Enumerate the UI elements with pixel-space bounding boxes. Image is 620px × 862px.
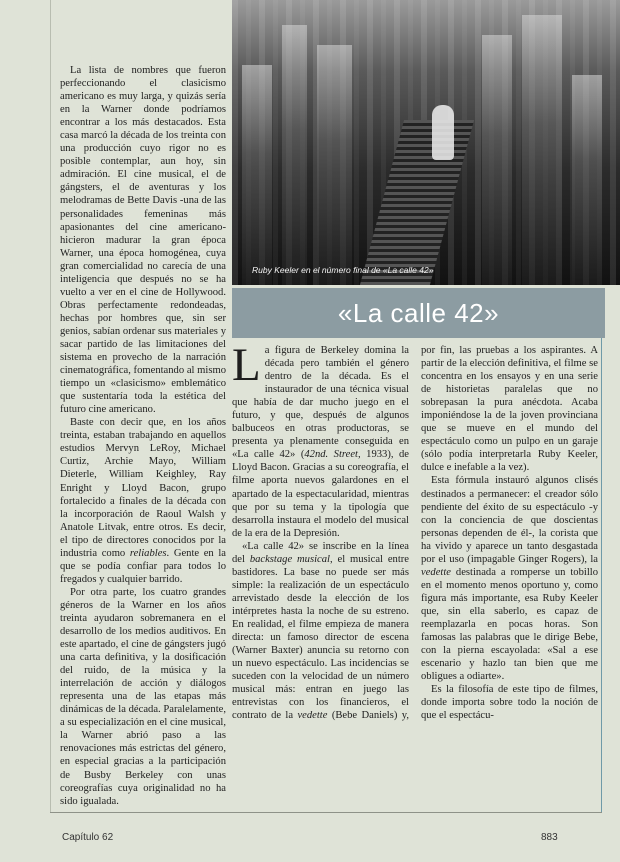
text-run: Baste con decir que, en los años treinta, estaban trabajando en aquellos estudios Mervyn LeRoy, Michael Curtiz, Archie Mayo, William Dieterle, William Keighley, Ray Enright y Lloyd Bacon, grupo fortalecido a finales de la década con la incorporación de Raoul Walsh y Anatole Litvak, entre otros. Es decir, el tipo de directores conocidos por la industria como: [60, 417, 226, 559]
italic-term: reliables: [129, 547, 167, 559]
page-number: 883: [541, 832, 558, 843]
italic-term: vedette: [421, 566, 451, 578]
paragraph: [60, 416, 226, 586]
article-body: [232, 339, 598, 722]
film-still-photo: [232, 0, 620, 285]
bottom-rule: [50, 812, 602, 813]
text-run: «La calle 42» se inscribe en la línea del: [232, 540, 409, 565]
text-run: , el musical entre bastidores. La base no puede ser más simple: la realización de un espectáculo arrevistado desde la elección de los intérpretes hasta la noche de su estreno. En realidad, el filme empieza de manera directa: un famoso director de escena (Warner Baxter) anuncia su retorno con un nuevo espectáculo. Las incidencias se suceden con la velocidad de un número musical más: entran en juego las entrevistas con los financieros, el contrato de la: [232, 553, 409, 722]
section-title-bar: [232, 288, 605, 338]
italic-term: backstage musical: [249, 553, 330, 565]
box-frame-line: [601, 288, 602, 812]
skyscraper-shape: [482, 35, 512, 285]
skyscraper-shape: [572, 75, 602, 285]
paragraph: Es la filosofía de este tipo de filmes, donde importa sobre todo la noción de que el espectácu-: [421, 684, 598, 722]
left-column-text: [60, 64, 226, 808]
drop-cap: L: [232, 339, 261, 391]
column-frame-line: [50, 0, 51, 812]
italic-term: vedette: [297, 710, 328, 722]
paragraph: [232, 339, 409, 540]
paragraph: [421, 474, 598, 683]
text-run: . Gente en la que se podía confiar para todos lo fregados y cualquier barrido.: [60, 547, 226, 585]
chapter-label: Capítulo 62: [62, 832, 114, 843]
skyscraper-shape: [242, 65, 272, 285]
skyscraper-shape: [317, 45, 352, 285]
skyscraper-shape: [522, 15, 562, 285]
staircase-shape: [360, 120, 474, 285]
photo-caption: Ruby Keeler en el número final de «La calle 42»: [252, 265, 434, 275]
text-run: Esta fórmula instauró algunos clisés destinados a permanecer: el creador sólo pendiente del éxito de su espectáculo -y con la conciencia de que doscientas personas dependen de él-, la corista que ha vivido y aparece un tanto desgastada por el uso (impagable Ginger Rogers), la: [421, 475, 598, 565]
text-run: (Bebe Daniels) y, por fin, las pruebas a los aspirantes. A partir de la elección definitiva, el filme se concentra en los ensayos y en una serie de historietas paralelas que no sobrepasan la pura anécdota. Acaba imponiéndose la de la joven provinciana que se mueve en el mundo del espectáculo como un pulpo en un garaje (sólo podía interpretarla Ruby Keeler, dulce e inefable a la vez).: [327, 345, 598, 722]
text-run: a figura de Berkeley domina la década pero también el género dentro de la década. Es el instaurador de una técnica visual que había de dar mucho juego en el futuro, y que, después de algunos balbuceos en otras productoras, se presenta ya plenamente conseguida en «La calle 42» (: [232, 345, 409, 461]
dancer-figure: [432, 105, 454, 160]
section-title: «La calle 42»: [337, 297, 500, 328]
text-run: destinada a romperse un tobillo en el momento menos oportuno y, como figura más importante, esa Ruby Keeler que, sin ella saberlo, es capaz de reemplazarla en pocas horas. Son famosas las palabras que le dirige Bebe, con la pierna escayolada: «Sal a ese escenario y hazlo tan bien que me obligues a odiarte».: [421, 566, 598, 683]
italic-title: 42nd. Street,: [304, 449, 361, 461]
text-run: 1933), de Lloyd Bacon. Gracias a su coreografía, el filme aporta nuevos galardones en el apartado de la espectacularidad, mientras que por su tema y la tipología que desarrolla instaura el modelo del musical de la era de la Depresión.: [232, 449, 409, 539]
skyscraper-shape: [282, 25, 307, 285]
paragraph: Por otra parte, los cuatro grandes géneros de la Warner en los años treinta ayudaron sobremanera en el desarrollo de los medios auditivos. En este apartado, el cine de gángsters jugó una carta definitiva, y la dosificación del ruido, de la música y la interrelación de acción y diálogos representa una de las etapas más dinámicas de la década. Paralelamente, a su especialización en el cine musical, la Warner abrió paso a las renovaciones más estrictas del género, en especial gracias a la participación de Busby Berkeley con unas coreografías cuya originalidad no ha sido igualada.: [60, 586, 226, 807]
paragraph: La lista de nombres que fueron perfeccionando el clasicismo americano es muy larga, y quizás sería en la Warner donde podríamos encontrar a los más destacados. Esta casa marcó la década de los treinta con una producción cuyo rigor no es posible contemplar, aun hoy, sin admiración. El cine musical, el de gángsters, el de aventuras y los melodramas de Bette Davis -una de las personalidades femeninas más apasionantes del cine americano- hicieron madurar la gran época Warner, una época homogénea, cuya gran comercialidad no carecía de una inteligencia que después no se ha vuelto a ver en el cine de Hollywood. Obras perfectamente redondeadas, hechas por hombres que, sin ser genios, sabían ordenar sus materiales y sacar partido de las limitaciones del sistema en provecho de la narración cinematográfica, fomentando al mismo tiempo un «clasicismo» emblemático que sustentaría toda la estética del futuro cine americano.: [60, 65, 226, 416]
